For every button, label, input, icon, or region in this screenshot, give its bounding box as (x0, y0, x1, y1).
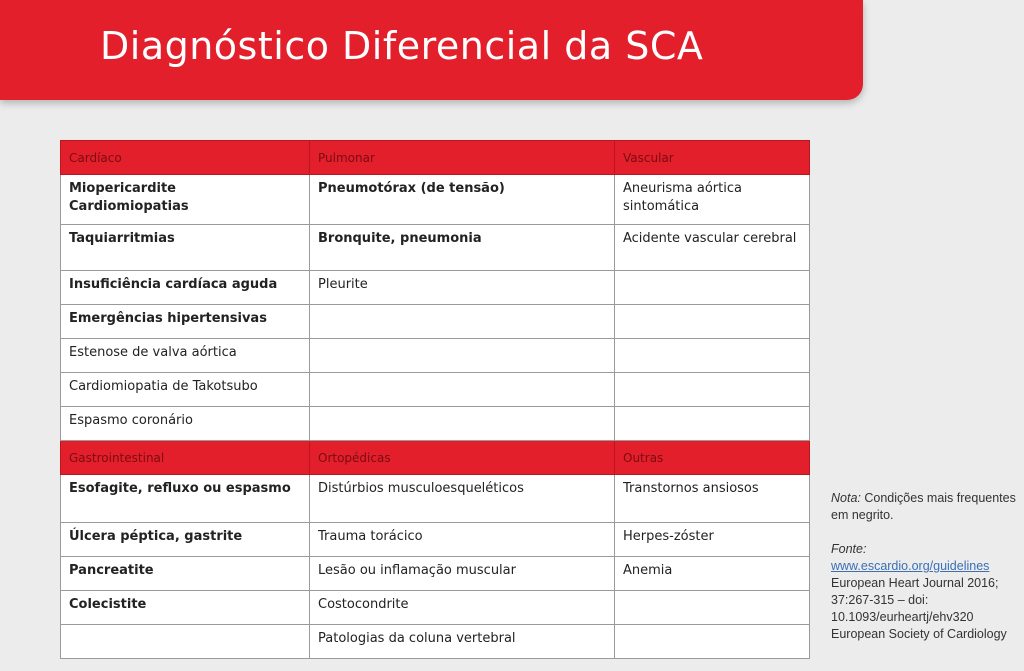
table-row (61, 557, 810, 591)
cell-text: Acidente vascular cerebral (623, 231, 797, 246)
table-cell (615, 523, 810, 557)
table-cell (61, 305, 310, 339)
category-header (615, 441, 810, 475)
table-cell (615, 557, 810, 591)
table-row (61, 475, 810, 523)
table-cell (615, 591, 810, 625)
citation-society: European Society of Cardiology (831, 627, 1007, 641)
table-cell (615, 175, 810, 225)
table-cell (61, 475, 310, 523)
title-banner (0, 0, 863, 100)
category-header (310, 441, 615, 475)
cell-text: Taquiarritmias (69, 231, 175, 246)
table-cell (61, 225, 310, 271)
cell-text: Lesão ou inflamação muscular (318, 563, 516, 578)
cell-text: Colecistite (69, 597, 147, 612)
category-header (615, 141, 810, 175)
category-header-label: Pulmonar (318, 150, 375, 165)
table-cell (615, 305, 810, 339)
cell-text: Patologias da coluna vertebral (318, 631, 516, 646)
table-row (61, 407, 810, 441)
cell-text (318, 407, 606, 412)
table-cell (615, 339, 810, 373)
table-cell (615, 475, 810, 523)
cell-text: Insuficiência cardíaca aguda (69, 277, 278, 292)
gastro-orto-outras-header-row (61, 441, 810, 475)
category-header (310, 141, 615, 175)
cell-text: Transtornos ansiosos (623, 481, 759, 496)
table-cell (310, 373, 615, 407)
table-cell (61, 625, 310, 659)
table-cell (310, 557, 615, 591)
table-row (61, 373, 810, 407)
cell-text (318, 305, 606, 310)
cell-text: Herpes-zóster (623, 529, 714, 544)
cell-text: Esofagite, refluxo ou espasmo (69, 481, 291, 496)
table-row (61, 271, 810, 305)
cell-text (623, 625, 801, 630)
cardio-pulmonar-vascular-header-row (61, 141, 810, 175)
category-header (61, 441, 310, 475)
table-cell (61, 557, 310, 591)
table-row (61, 225, 810, 271)
differential-diagnosis-table (60, 140, 810, 659)
table-cell (615, 625, 810, 659)
cell-text (623, 339, 801, 344)
table-cell (61, 339, 310, 373)
cell-text: Estenose de valva aórtica (69, 345, 237, 360)
cell-text: Úlcera péptica, gastrite (69, 529, 243, 544)
table-cell (310, 339, 615, 373)
cell-text (69, 625, 301, 630)
cell-text (623, 305, 801, 310)
table-cell (61, 407, 310, 441)
category-header-label: Outras (623, 450, 664, 465)
source-label: Fonte: (831, 542, 867, 556)
table-row (61, 523, 810, 557)
page-title: Diagnóstico Diferencial da SCA (100, 24, 704, 68)
cell-text (318, 339, 606, 344)
table-cell (310, 175, 615, 225)
cell-text: Cardiomiopatia de Takotsubo (69, 379, 258, 394)
table-cell (310, 305, 615, 339)
category-header-label: Cardíaco (69, 150, 122, 165)
guidelines-link[interactable]: www.escardio.org/guidelines (831, 559, 990, 573)
table-cell (310, 591, 615, 625)
table-cell (61, 373, 310, 407)
cell-text: Distúrbios musculoesqueléticos (318, 481, 524, 496)
table-cell (615, 225, 810, 271)
cell-text (623, 407, 801, 412)
table-cell (310, 407, 615, 441)
cell-text: Espasmo coronário (69, 413, 193, 428)
table-row (61, 339, 810, 373)
cell-text (318, 373, 606, 378)
cell-text: Aneurisma aórtica sintomática (623, 181, 742, 214)
citation-journal: European Heart Journal 2016; 37:267-315 – doi: 10.1093/eurheartj/ehv320 (831, 576, 999, 624)
table-cell (310, 475, 615, 523)
table-cell (310, 225, 615, 271)
cell-text: Bronquite, pneumonia (318, 231, 482, 246)
table-cell (310, 523, 615, 557)
cell-text: Miopericardite Cardiomiopatias (69, 181, 189, 214)
table-row (61, 625, 810, 659)
category-header-label: Vascular (623, 150, 674, 165)
table-cell (61, 591, 310, 625)
table-cell (61, 523, 310, 557)
note-box (831, 490, 1021, 643)
category-header-label: Ortopédicas (318, 450, 391, 465)
note-label: Nota: (831, 491, 861, 505)
cell-text: Emergências hipertensivas (69, 311, 267, 326)
cell-text (623, 373, 801, 378)
table-cell (310, 625, 615, 659)
table-cell (61, 271, 310, 305)
cell-text (623, 271, 801, 276)
cell-text: Pleurite (318, 277, 368, 292)
category-header (61, 141, 310, 175)
table-row (61, 305, 810, 339)
cell-text (623, 591, 801, 596)
table-cell (615, 373, 810, 407)
cell-text: Pneumotórax (de tensão) (318, 181, 505, 196)
category-header-label: Gastrointestinal (69, 450, 165, 465)
cell-text: Pancreatite (69, 563, 154, 578)
cell-text: Anemia (623, 563, 673, 578)
note-text: Condições mais frequentes em negrito. (831, 491, 1016, 522)
table-cell (615, 271, 810, 305)
table-row (61, 591, 810, 625)
cell-text: Costocondrite (318, 597, 409, 612)
table-cell (61, 175, 310, 225)
table-cell (615, 407, 810, 441)
table-row (61, 175, 810, 225)
cell-text: Trauma torácico (318, 529, 423, 544)
table-cell (310, 271, 615, 305)
